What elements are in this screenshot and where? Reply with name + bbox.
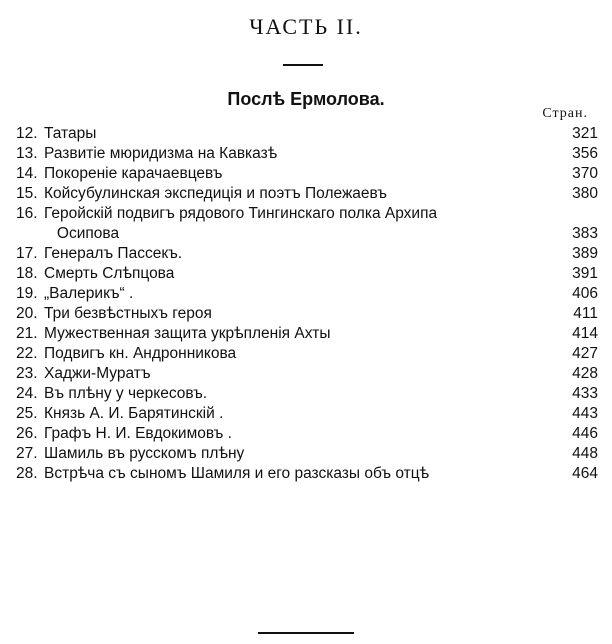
entry-title: Встрѣча съ сыномъ Шамиля и его разсказы объ отцѣ bbox=[44, 465, 430, 482]
entry-number: 16. bbox=[16, 205, 38, 222]
table-of-contents bbox=[16, 124, 598, 484]
toc-entry bbox=[16, 144, 598, 164]
toc-entry bbox=[16, 404, 598, 424]
entry-number: 14. bbox=[16, 165, 38, 182]
entry-number: 20. bbox=[16, 305, 38, 322]
entry-number: 22. bbox=[16, 345, 38, 362]
entry-number: 28. bbox=[16, 465, 38, 482]
entry-number: 25. bbox=[16, 405, 38, 422]
entry-number: 24. bbox=[16, 385, 38, 402]
entry-number: 27. bbox=[16, 445, 38, 462]
entry-page: 370 bbox=[572, 165, 598, 182]
entry-number: 23. bbox=[16, 365, 38, 382]
toc-entry bbox=[16, 444, 598, 464]
entry-title: Развитіе мюридизма на Кавказѣ bbox=[44, 145, 278, 162]
entry-page: 428 bbox=[572, 365, 598, 382]
entry-title: Князь А. И. Барятинскій . bbox=[44, 405, 224, 422]
toc-entry bbox=[16, 244, 598, 264]
toc-entry bbox=[16, 304, 598, 324]
toc-entry bbox=[16, 464, 598, 484]
entry-page: 411 bbox=[573, 305, 598, 322]
entry-title: „Валерикъ“ . bbox=[44, 285, 134, 302]
entry-page: 446 bbox=[572, 425, 598, 442]
entry-page: 389 bbox=[572, 245, 598, 262]
title-divider bbox=[283, 64, 323, 66]
entry-page: 427 bbox=[572, 345, 598, 362]
toc-entry bbox=[16, 344, 598, 364]
entry-title: Смерть Слѣпцова bbox=[44, 265, 175, 282]
entry-title: Татары bbox=[44, 125, 97, 142]
entry-page: 406 bbox=[572, 285, 598, 302]
entry-title: Хаджи-Муратъ bbox=[44, 365, 151, 382]
entry-page: 443 bbox=[572, 405, 598, 422]
entry-number: 13. bbox=[16, 145, 38, 162]
entry-title: Подвигъ кн. Андронникова bbox=[44, 345, 237, 362]
entry-number: 17. bbox=[16, 245, 38, 262]
entry-page: 383 bbox=[572, 225, 598, 242]
entry-number: 21. bbox=[16, 325, 38, 342]
section-heading: Послѣ Ермолова. bbox=[227, 89, 385, 109]
entry-title: Три безвѣстныхъ героя bbox=[44, 305, 212, 322]
entry-title: Мужественная защита укрѣпленія Ахты bbox=[44, 325, 331, 342]
bottom-divider bbox=[258, 632, 354, 634]
entry-title: Койсубулинская экспедиція и поэтъ Полежаевъ bbox=[44, 185, 387, 202]
entry-page: 464 bbox=[572, 465, 598, 482]
toc-entry bbox=[16, 264, 598, 284]
entry-page: 448 bbox=[572, 445, 598, 462]
entry-page: 321 bbox=[572, 125, 598, 142]
entry-title: Генералъ Пассекъ. bbox=[44, 245, 183, 262]
entry-number: 19. bbox=[16, 285, 38, 302]
entry-title: Графъ Н. И. Евдокимовъ . bbox=[44, 425, 232, 442]
part-title: ЧАСТЬ II. bbox=[249, 14, 363, 39]
toc-entry bbox=[16, 424, 598, 444]
entry-title: Покореніе карачаевцевъ bbox=[44, 165, 223, 182]
entry-number: 18. bbox=[16, 265, 38, 282]
toc-entry bbox=[16, 324, 598, 344]
toc-entry bbox=[16, 124, 598, 144]
entry-page: 433 bbox=[572, 385, 598, 402]
entry-number: 26. bbox=[16, 425, 38, 442]
entry-title: Въ плѣну у черкесовъ. bbox=[44, 385, 208, 402]
page-column-header: Стран. bbox=[542, 106, 588, 121]
toc-entry bbox=[16, 184, 598, 204]
entry-page: 414 bbox=[572, 325, 598, 342]
entry-page: 356 bbox=[572, 145, 598, 162]
entry-title: Шамиль въ русскомъ плѣну bbox=[44, 445, 245, 462]
toc-entry bbox=[16, 164, 598, 184]
entry-page: 380 bbox=[572, 185, 598, 202]
toc-entry bbox=[16, 204, 598, 244]
entry-title: Геройскій подвигъ рядового Тингинскаго полка Архипа Осипова bbox=[44, 205, 438, 242]
entry-number: 15. bbox=[16, 185, 38, 202]
entry-number: 12. bbox=[16, 125, 38, 142]
toc-entry bbox=[16, 364, 598, 384]
entry-page: 391 bbox=[572, 265, 598, 282]
toc-entry bbox=[16, 384, 598, 404]
toc-entry bbox=[16, 284, 598, 304]
